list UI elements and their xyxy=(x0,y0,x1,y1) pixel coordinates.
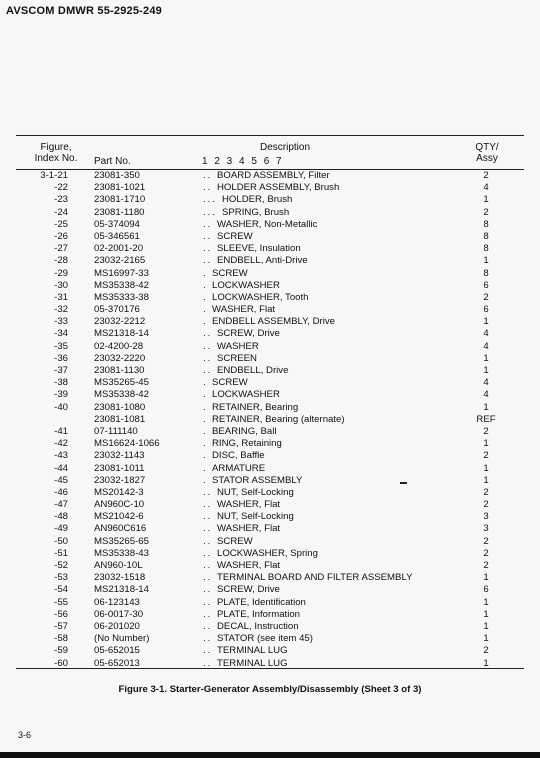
description: WASHER, Flat xyxy=(212,304,276,316)
indent-dots: . xyxy=(203,316,208,328)
figure-index: -23 xyxy=(54,194,68,206)
figure-index: -31 xyxy=(54,291,68,303)
table-row xyxy=(16,389,524,401)
quantity: 8 xyxy=(483,230,489,242)
table-row xyxy=(16,536,524,548)
part-number: MS21318-14 xyxy=(94,584,149,596)
table-row xyxy=(16,292,524,304)
indent-dots: .. xyxy=(203,572,213,584)
figure-index: -29 xyxy=(54,267,68,279)
quantity: 1 xyxy=(483,401,489,413)
description: SCREW xyxy=(212,267,248,279)
table-row xyxy=(16,182,524,194)
stray-mark xyxy=(400,482,407,484)
document-header: AVSCOM DMWR 55-2925-249 xyxy=(6,5,162,17)
figure-index: -27 xyxy=(54,243,68,255)
description: ENDBELL ASSEMBLY, Drive xyxy=(212,316,335,328)
part-number: 23081-350 xyxy=(94,170,140,181)
quantity: 1 xyxy=(483,316,489,328)
figure-index: -45 xyxy=(54,474,68,486)
quantity: 8 xyxy=(483,243,489,255)
description: SPRING, Brush xyxy=(222,206,290,218)
table-row xyxy=(16,426,524,438)
description: STATOR ASSEMBLY xyxy=(212,474,303,486)
table-top-rule xyxy=(16,135,524,136)
figure-index: -50 xyxy=(54,535,68,547)
figure-index: -48 xyxy=(54,511,68,523)
quantity: 1 xyxy=(483,572,489,584)
quantity: 2 xyxy=(483,291,489,303)
description: ENDBELL, Drive xyxy=(217,365,289,376)
table-row xyxy=(16,304,524,316)
table-row xyxy=(16,621,524,633)
indent-dots: .. xyxy=(203,340,213,352)
quantity: 1 xyxy=(483,438,489,450)
quantity: 3 xyxy=(483,523,489,535)
figure-index: -47 xyxy=(54,499,68,511)
description: PLATE, Information xyxy=(217,608,301,620)
indent-dots: .. xyxy=(203,352,213,364)
quantity: 1 xyxy=(483,474,489,486)
part-number: 23081-1130 xyxy=(94,365,145,376)
part-number: MS16997-33 xyxy=(94,267,149,279)
quantity: 2 xyxy=(483,499,489,511)
figure-index: -36 xyxy=(54,352,68,364)
indent-dots: .. xyxy=(203,499,213,511)
indent-dots: .. xyxy=(203,620,213,632)
description: DECAL, Instruction xyxy=(217,620,299,632)
indent-dots: .. xyxy=(203,328,213,340)
indent-dots: .. xyxy=(203,535,213,547)
quantity: 2 xyxy=(483,170,489,181)
indent-dots: .. xyxy=(203,243,213,255)
description: ARMATURE xyxy=(212,462,266,474)
indent-dots: .. xyxy=(203,547,213,559)
parts-list-table xyxy=(16,170,524,670)
description: LOCKWASHER, Tooth xyxy=(212,291,309,303)
quantity: 2 xyxy=(483,547,489,559)
indent-dots: . xyxy=(203,425,208,437)
indent-dots: .. xyxy=(203,218,213,230)
table-row xyxy=(16,280,524,292)
table-row xyxy=(16,463,524,475)
column-header-figure-line1: Figure, xyxy=(40,142,72,153)
description: STATOR (see item 45) xyxy=(217,633,313,645)
table-row xyxy=(16,219,524,231)
column-header-figure-line2: Index No. xyxy=(34,153,78,164)
table-row xyxy=(16,414,524,426)
column-header-indent-levels: 1 2 3 4 5 6 7 xyxy=(202,156,284,167)
column-header-qty xyxy=(470,142,504,164)
figure-index: -57 xyxy=(54,620,68,632)
indent-dots: .. xyxy=(203,523,213,535)
figure-index: -42 xyxy=(54,438,68,450)
description: HOLDER, Brush xyxy=(222,194,293,206)
indent-dots: .. xyxy=(203,645,213,657)
table-row xyxy=(16,353,524,365)
quantity: 8 xyxy=(483,218,489,230)
part-number: 23032-1827 xyxy=(94,474,146,486)
quantity: 4 xyxy=(483,389,489,401)
table-row xyxy=(16,255,524,267)
quantity: 2 xyxy=(483,560,489,571)
part-number: 05-374094 xyxy=(94,218,140,230)
indent-dots: .. xyxy=(203,486,213,498)
figure-index: -46 xyxy=(54,486,68,498)
part-number: 23081-1080 xyxy=(94,401,146,413)
indent-dots: .. xyxy=(203,170,213,181)
table-row xyxy=(16,487,524,499)
figure-index: -41 xyxy=(54,425,68,437)
indent-dots: . xyxy=(203,389,208,401)
part-number: 23081-1180 xyxy=(94,206,145,218)
description: SCREW xyxy=(217,535,253,547)
table-row xyxy=(16,194,524,206)
quantity: 3 xyxy=(483,511,489,523)
description: RETAINER, Bearing (alternate) xyxy=(212,413,345,425)
part-number: MS21042-6 xyxy=(94,511,144,523)
table-row xyxy=(16,438,524,450)
figure-index: -56 xyxy=(54,608,68,620)
figure-index: -54 xyxy=(54,584,68,596)
part-number: 23032-2220 xyxy=(94,352,146,364)
table-row xyxy=(16,499,524,511)
indent-dots: .. xyxy=(203,596,213,608)
description: SCREEN xyxy=(217,352,257,364)
quantity: 1 xyxy=(483,365,489,376)
figure-index: -37 xyxy=(54,365,68,376)
quantity: 2 xyxy=(483,425,489,437)
table-row xyxy=(16,584,524,596)
quantity: 4 xyxy=(483,340,489,352)
part-number: 02-2001-20 xyxy=(94,243,144,255)
figure-index: -52 xyxy=(54,560,68,571)
figure-index: -55 xyxy=(54,596,68,608)
description: RETAINER, Bearing xyxy=(212,401,299,413)
figure-index: -24 xyxy=(54,206,68,218)
table-row xyxy=(16,207,524,219)
table-row xyxy=(16,548,524,560)
indent-dots: .. xyxy=(203,657,213,669)
quantity: 1 xyxy=(483,596,489,608)
indent-dots: . xyxy=(203,438,208,450)
table-row xyxy=(16,268,524,280)
description: TERMINAL LUG xyxy=(217,645,288,657)
part-number: MS35333-38 xyxy=(94,291,149,303)
table-row xyxy=(16,645,524,657)
part-number: 05-652015 xyxy=(94,645,140,657)
quantity: 1 xyxy=(483,608,489,620)
description: NUT, Self-Locking xyxy=(217,511,294,523)
part-number: (No Number) xyxy=(94,633,150,645)
indent-dots: .. xyxy=(203,511,213,523)
figure-index: -51 xyxy=(54,547,68,559)
part-number: 23081-1021 xyxy=(94,182,146,194)
part-number: 23032-2165 xyxy=(94,255,146,267)
figure-index: -38 xyxy=(54,377,68,389)
column-header-qty-line1: QTY/ xyxy=(475,142,499,153)
indent-dots: .. xyxy=(203,255,213,267)
indent-dots: . xyxy=(203,377,208,389)
indent-dots: . xyxy=(203,279,208,291)
indent-dots: . xyxy=(203,267,208,279)
table-row xyxy=(16,523,524,535)
description: WASHER, Flat xyxy=(217,499,281,511)
figure-caption: Figure 3-1. Starter-Generator Assembly/Disassembly (Sheet 3 of 3) xyxy=(118,684,422,695)
table-row xyxy=(16,609,524,621)
figure-index: -39 xyxy=(54,389,68,401)
figure-index: -34 xyxy=(54,328,68,340)
quantity: 2 xyxy=(483,450,489,462)
quantity: 2 xyxy=(483,486,489,498)
table-row xyxy=(16,231,524,243)
part-number: MS35338-42 xyxy=(94,389,149,401)
quantity: 1 xyxy=(483,352,489,364)
table-row xyxy=(16,572,524,584)
part-number: 07-111140 xyxy=(94,425,138,437)
table-row xyxy=(16,450,524,462)
figure-index: -28 xyxy=(54,255,68,267)
quantity: 4 xyxy=(483,377,489,389)
part-number: 05-370176 xyxy=(94,304,140,316)
quantity: 1 xyxy=(483,633,489,645)
description: WASHER, Flat xyxy=(217,523,281,535)
description: WASHER xyxy=(217,340,259,352)
part-number: 23032-1518 xyxy=(94,572,146,584)
indent-dots: .. xyxy=(203,633,213,645)
part-number: MS35338-43 xyxy=(94,547,149,559)
column-header-description: Description xyxy=(259,142,311,153)
indent-dots: .. xyxy=(203,560,213,571)
description: SCREW, Drive xyxy=(217,584,280,596)
part-number: 02-4200-28 xyxy=(94,340,144,352)
part-number: 06-201020 xyxy=(94,620,140,632)
part-number: MS35265-65 xyxy=(94,535,149,547)
description: WASHER, Flat xyxy=(217,560,281,571)
quantity: 2 xyxy=(483,645,489,657)
figure-index: -60 xyxy=(54,657,68,669)
column-header-figure xyxy=(28,142,84,164)
figure-index: -30 xyxy=(54,279,68,291)
part-number: MS20142-3 xyxy=(94,486,144,498)
quantity: 4 xyxy=(483,328,489,340)
part-number: MS21318-14 xyxy=(94,328,149,340)
indent-dots: . xyxy=(203,450,208,462)
description: BOARD ASSEMBLY, Filter xyxy=(217,170,330,181)
quantity: 1 xyxy=(483,194,489,206)
indent-dots: . xyxy=(203,401,208,413)
figure-index: -40 xyxy=(54,401,68,413)
description: BEARING, Ball xyxy=(212,425,277,437)
indent-dots: .. xyxy=(203,608,213,620)
indent-dots: .. xyxy=(203,182,213,194)
figure-index: -49 xyxy=(54,523,68,535)
table-bottom-rule xyxy=(16,668,524,669)
figure-index: -53 xyxy=(54,572,68,584)
table-row xyxy=(16,475,524,487)
part-number: 23081-1710 xyxy=(94,194,146,206)
quantity: 1 xyxy=(483,255,489,267)
indent-dots: .. xyxy=(203,584,213,596)
description: TERMINAL LUG xyxy=(217,657,288,669)
description: LOCKWASHER xyxy=(212,389,280,401)
figure-index: -44 xyxy=(54,462,68,474)
part-number: MS35338-42 xyxy=(94,279,149,291)
table-row xyxy=(16,243,524,255)
table-row xyxy=(16,377,524,389)
table-row xyxy=(16,511,524,523)
table-row xyxy=(16,328,524,340)
figure-index: -26 xyxy=(54,230,68,242)
quantity: 6 xyxy=(483,279,489,291)
description: DISC, Baffle xyxy=(212,450,265,462)
table-row xyxy=(16,597,524,609)
description: SCREW xyxy=(212,377,248,389)
figure-index: -59 xyxy=(54,645,68,657)
quantity: 1 xyxy=(483,462,489,474)
indent-dots: .. xyxy=(203,230,213,242)
quantity: 2 xyxy=(483,206,489,218)
part-number: 05-346561 xyxy=(94,230,140,242)
description: SCREW, Drive xyxy=(217,328,280,340)
description: RING, Retaining xyxy=(212,438,282,450)
table-row xyxy=(16,341,524,353)
quantity: 6 xyxy=(483,584,489,596)
quantity: 6 xyxy=(483,304,489,316)
part-number: 23081-1081 xyxy=(94,413,146,425)
figure-index: -22 xyxy=(54,182,68,194)
description: PLATE, Identification xyxy=(217,596,306,608)
description: SCREW xyxy=(217,230,253,242)
description: WASHER, Non-Metallic xyxy=(217,218,318,230)
quantity: 2 xyxy=(483,535,489,547)
description: LOCKWASHER, Spring xyxy=(217,547,318,559)
indent-dots: .. xyxy=(203,365,213,376)
part-number: AN960-10L xyxy=(94,560,143,571)
part-number: AN960C616 xyxy=(94,523,147,535)
indent-dots: . xyxy=(203,462,208,474)
part-number: 23032-2212 xyxy=(94,316,146,328)
description: SLEEVE, Insulation xyxy=(217,243,301,255)
scan-edge-bar xyxy=(0,752,540,758)
table-row xyxy=(16,402,524,414)
table-row xyxy=(16,316,524,328)
part-number: AN960C-10 xyxy=(94,499,145,511)
figure-index: -33 xyxy=(54,316,68,328)
description: LOCKWASHER xyxy=(212,279,280,291)
table-row xyxy=(16,633,524,645)
page-number: 3-6 xyxy=(18,730,32,740)
table-row xyxy=(16,365,524,377)
part-number: MS35265-45 xyxy=(94,377,149,389)
quantity: REF xyxy=(476,413,496,425)
table-row xyxy=(16,170,524,182)
quantity: 4 xyxy=(483,182,489,194)
figure-index: -25 xyxy=(54,218,68,230)
column-header-part: Part No. xyxy=(94,156,131,167)
indent-dots: . xyxy=(203,291,208,303)
figure-index: -43 xyxy=(54,450,68,462)
part-number: 23032-1143 xyxy=(94,450,145,462)
part-number: 06-0017-30 xyxy=(94,608,144,620)
figure-index: -58 xyxy=(54,633,68,645)
indent-dots: . xyxy=(203,413,208,425)
description: TERMINAL BOARD AND FILTER ASSEMBLY xyxy=(217,572,413,584)
description: NUT, Self-Locking xyxy=(217,486,294,498)
indent-dots: ... xyxy=(203,206,217,218)
part-number: 23081-1011 xyxy=(94,462,145,474)
table-row xyxy=(16,560,524,572)
figure-index: 3-1-21 xyxy=(40,170,68,181)
quantity: 8 xyxy=(483,267,489,279)
part-number: MS16624-1066 xyxy=(94,438,160,450)
quantity: 1 xyxy=(483,620,489,632)
indent-dots: ... xyxy=(203,194,217,206)
figure-index: -35 xyxy=(54,340,68,352)
description: ENDBELL, Anti-Drive xyxy=(217,255,308,267)
indent-dots: . xyxy=(203,304,208,316)
description: HOLDER ASSEMBLY, Brush xyxy=(217,182,340,194)
figure-index: -32 xyxy=(54,304,68,316)
indent-dots: . xyxy=(203,474,208,486)
part-number: 06-123143 xyxy=(94,596,140,608)
quantity: 1 xyxy=(483,657,489,669)
part-number: 05-652013 xyxy=(94,657,140,669)
column-header-qty-line2: Assy xyxy=(476,153,498,164)
